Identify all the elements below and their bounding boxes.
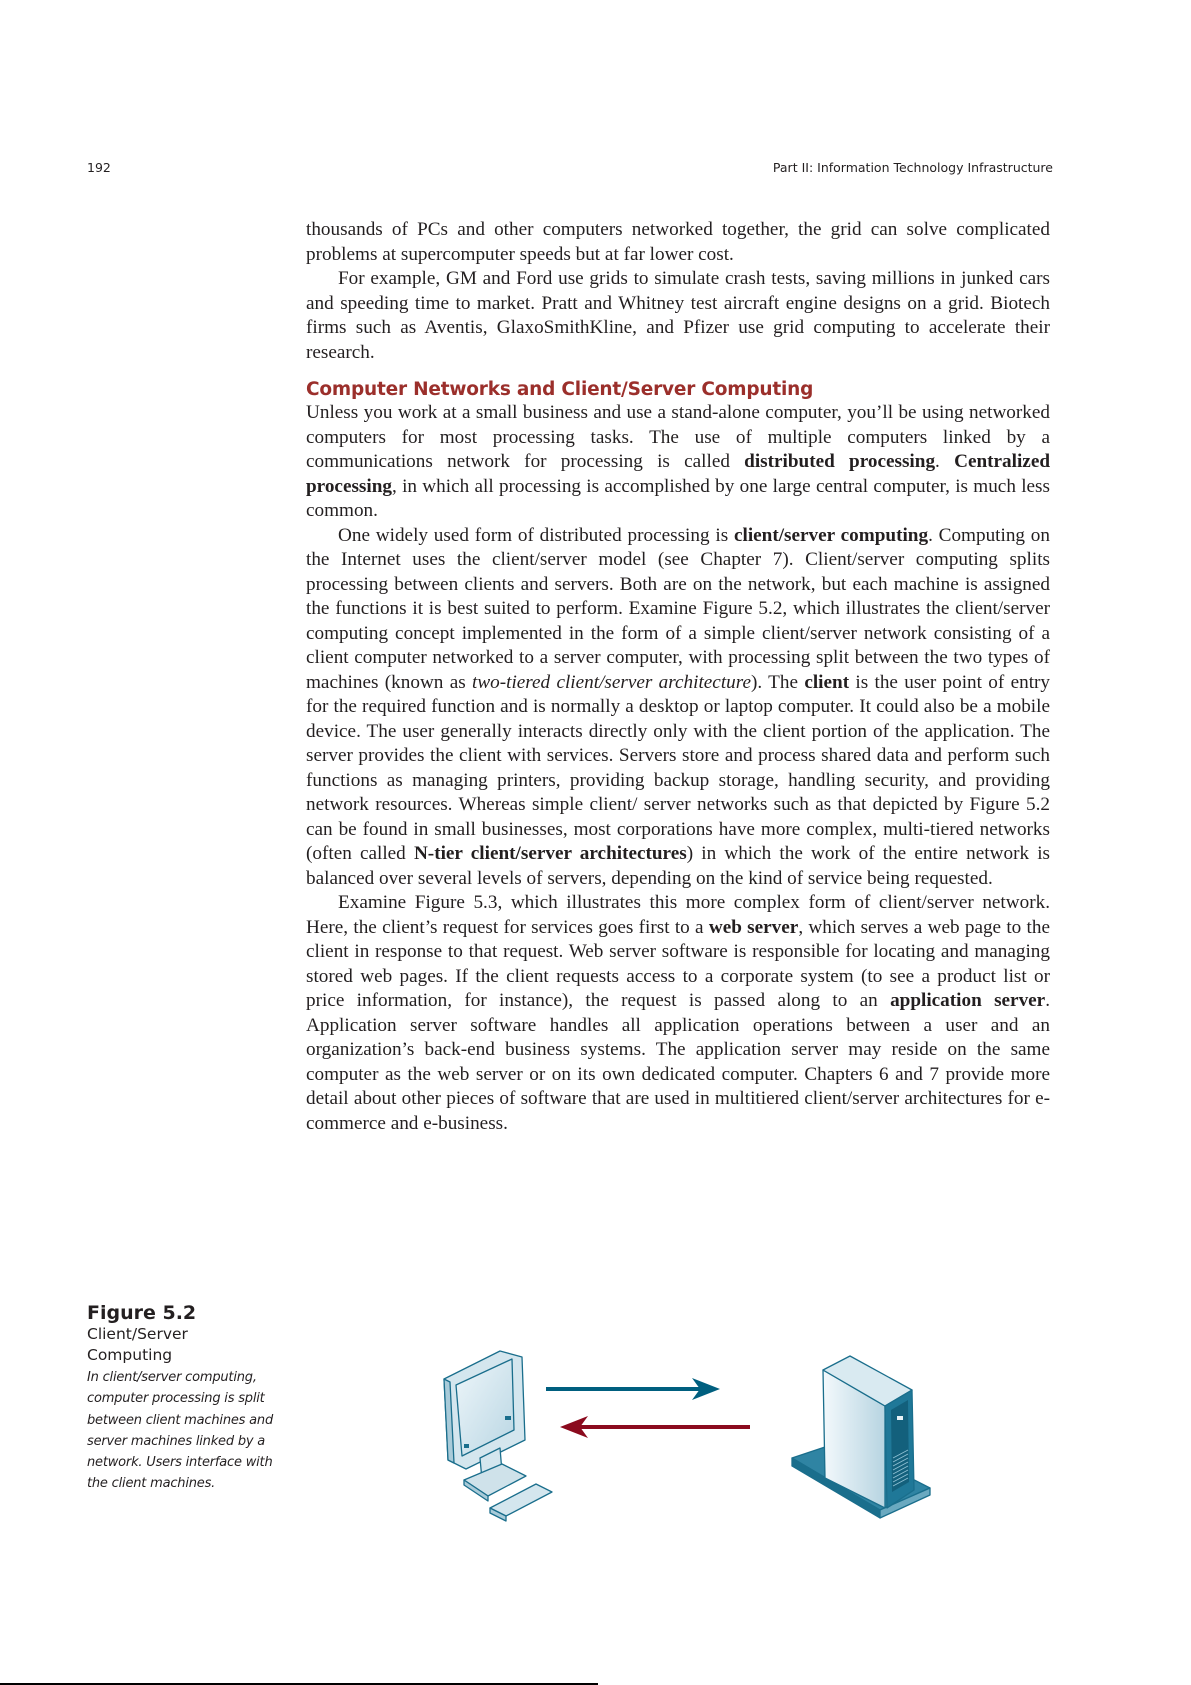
paragraph [306,524,1050,892]
text-run: One widely used form of distributed processing is [338,524,734,546]
running-title: Part II: Information Technology Infrastructure [772,160,1053,175]
key-term: N-tier client/server architectures [413,843,687,864]
text-run: . Computing on the Internet uses the client/server model (see Chapter 7). Client/server computing splits processing between clients and servers. Both are on the network, but each machine is assigned the functions it is best suited to perform. Examine Figure 5.2, which illustrates the client/server computing concept implemented in the form of a simple client/server network consisting of a client computer networked to a server computer, with processing split between the two types of machines (known as [306,524,1050,693]
key-term: web server [708,916,799,938]
running-head [87,160,1053,180]
key-term: distributed processing [744,451,936,472]
section-heading: Computer Networks and Client/Server Computing [306,379,814,400]
text-run: . Application server software handles all application operations between a user and an organization’s back-end business systems. The application server may reside on the same computer as the web server or on its own dedicated computer. Chapters 6 and 7 provide more detail about other pieces of software that are used in multitiered client/server architectures for e-commerce and e-business. [306,990,1050,1134]
text-run: is the user point of entry for the required function and is normally a desktop or laptop computer. It could also be a mobile device. The user generally interacts directly only with the client portion of the application. The server provides the client with services. Servers store and process shared data and perform such functions as managing printers, providing backup storage, handling security, and providing network resources. Whereas simple client/ server networks such as that depicted by Figure 5.2 can be found in small businesses, most corporations have more complex, multi-tiered networks (often called [306,671,1051,864]
emphasis: two-tiered client/server architecture [472,671,752,693]
client-server-figure [430,1330,990,1530]
figure-number: Figure 5.2 [87,1302,197,1324]
body-text-column [306,218,1050,1136]
figure-title-line: Computing [87,1346,173,1364]
text-run: , in which all processing is accomplished by one large central computer, is much less common. [306,475,1050,521]
text-run: Unless you work at a small business and use a stand-alone computer, you’ll be using networked computers for most processing tasks. The use of multiple computers linked by a communications network for processing is called [306,402,1050,472]
text-run: Examine Figure 5.3, which illustrates this more complex form of client/server network. Here, the client’s request for services goes first to a [306,892,1050,938]
key-term: client [804,671,850,693]
paragraph [306,401,1050,524]
text-run: ). The [751,671,805,693]
request-arrow [546,1378,720,1400]
paragraph: thousands of PCs and other computers networked together, the grid can solve complicated problems at supercomputer speeds but at far lower cost. [306,219,1050,265]
page-number: 192 [87,160,111,175]
figure-description: In client/server computing, computer processing is split between client machines and server machines linked by a network. Users interface with the client machines. [87,1370,274,1492]
paragraph: For example, GM and Ford use grids to simulate crash tests, saving millions in junked cars and speeding time to market. Pratt and Whitney test aircraft engine designs on a grid. Biotech firms such as Aventis, GlaxoSmithKline, and Pfizer use grid computing to accelerate their research. [306,268,1050,363]
figure-caption [87,1302,297,1495]
text-run: ) in which the work of the entire network is balanced over several levels of servers, depending on the kind of service being requested. [306,843,1051,889]
figure-title-line: Client/Server [87,1325,188,1343]
key-term: Centralized processing [306,451,1051,497]
desktop-computer-icon [444,1351,552,1521]
tower-server-icon [792,1356,930,1518]
key-term: client/server computing [733,524,929,546]
key-term: application server [890,990,1046,1011]
paragraph [306,891,1050,1136]
text-run: , which serves a web page to the client in response to that request. Web server software is responsible for locating and managing stored web pages. If the client requests access to a corporate system (to see a product list or price information, for instance), the request is passed along to an [306,916,1050,1011]
text-run: . [935,451,955,472]
response-arrow [560,1416,750,1438]
